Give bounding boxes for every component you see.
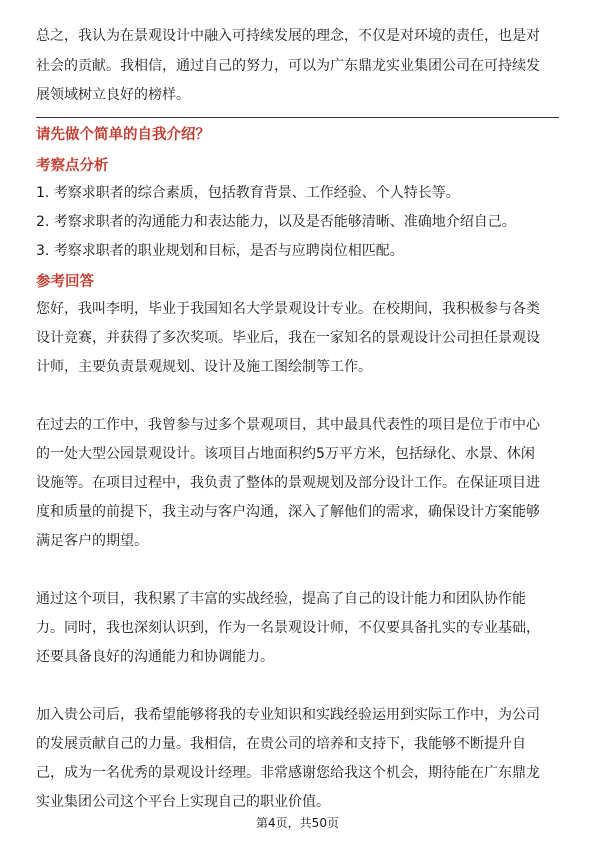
analysis-item: 1. 考察求职者的综合素质，包括教育背景、工作经验、个人特长等。	[36, 185, 460, 201]
answer-line: 实业集团公司这个平台上实现自己的职业价值。	[36, 794, 330, 810]
intro-line: 展领域树立良好的榜样。	[36, 87, 190, 103]
answer-line: 己，成为一名优秀的景观设计经理。非常感谢您给我这个机会，期待能在广东鼎龙	[36, 765, 540, 781]
answer-line: 满足客户的期望。	[36, 533, 148, 549]
answer-line: 加入贵公司后，我希望能够将我的专业知识和实践经验运用到实际工作中，为公司	[36, 707, 540, 723]
analysis-item: 2. 考察求职者的沟通能力和表达能力，以及是否能够清晰、准确地介绍自己。	[36, 214, 516, 230]
answer-line: 力。同时，我也深刻认识到，作为一名景观设计师，不仅要具备扎实的专业基础，	[36, 620, 540, 636]
intro-line: 总之，我认为在景观设计中融入可持续发展的理念，不仅是对环境的责任，也是对	[36, 28, 540, 44]
answer-line: 计师，主要负责景观规划、设计及施工图绘制等工作。	[36, 359, 372, 375]
answer-line: 的一处大型公园景观设计。该项目占地面积约5万平方米，包括绿化、水景、休闲	[36, 446, 535, 462]
analysis-heading: 考察点分析	[36, 158, 109, 174]
question-heading: 请先做个简单的自我介绍？	[36, 127, 210, 143]
answer-line: 的发展贡献自己的力量。我相信，在贵公司的培养和支持下，我能够不断提升自	[36, 736, 526, 752]
section-divider	[36, 117, 559, 118]
answer-line: 设计竞赛，并获得了多次奖项。毕业后，我在一家知名的景观设计公司担任景观设	[36, 330, 540, 346]
page-number: 第4页，共50页	[256, 816, 339, 830]
answer-line: 还要具备良好的沟通能力和协调能力。	[36, 649, 274, 665]
analysis-item: 3. 考察求职者的职业规划和目标，是否与应聘岗位相匹配。	[36, 243, 404, 259]
answer-heading: 参考回答	[36, 274, 94, 290]
answer-line: 通过这个项目，我积累了丰富的实战经验，提高了自己的设计能力和团队协作能	[36, 591, 526, 607]
answer-line: 您好，我叫李明，毕业于我国知名大学景观设计专业。在校期间，我积极参与各类	[36, 301, 540, 317]
answer-line: 设施等。在项目过程中，我负责了整体的景观规划及部分设计工作。在保证项目进	[36, 475, 540, 491]
intro-line: 社会的贡献。我相信，通过自己的努力，可以为广东鼎龙实业集团公司在可持续发	[36, 58, 540, 74]
answer-line: 度和质量的前提下，我主动与客户沟通，深入了解他们的需求，确保设计方案能够	[36, 504, 540, 520]
answer-line: 在过去的工作中，我曾参与过多个景观项目，其中最具代表性的项目是位于市中心	[36, 417, 540, 433]
